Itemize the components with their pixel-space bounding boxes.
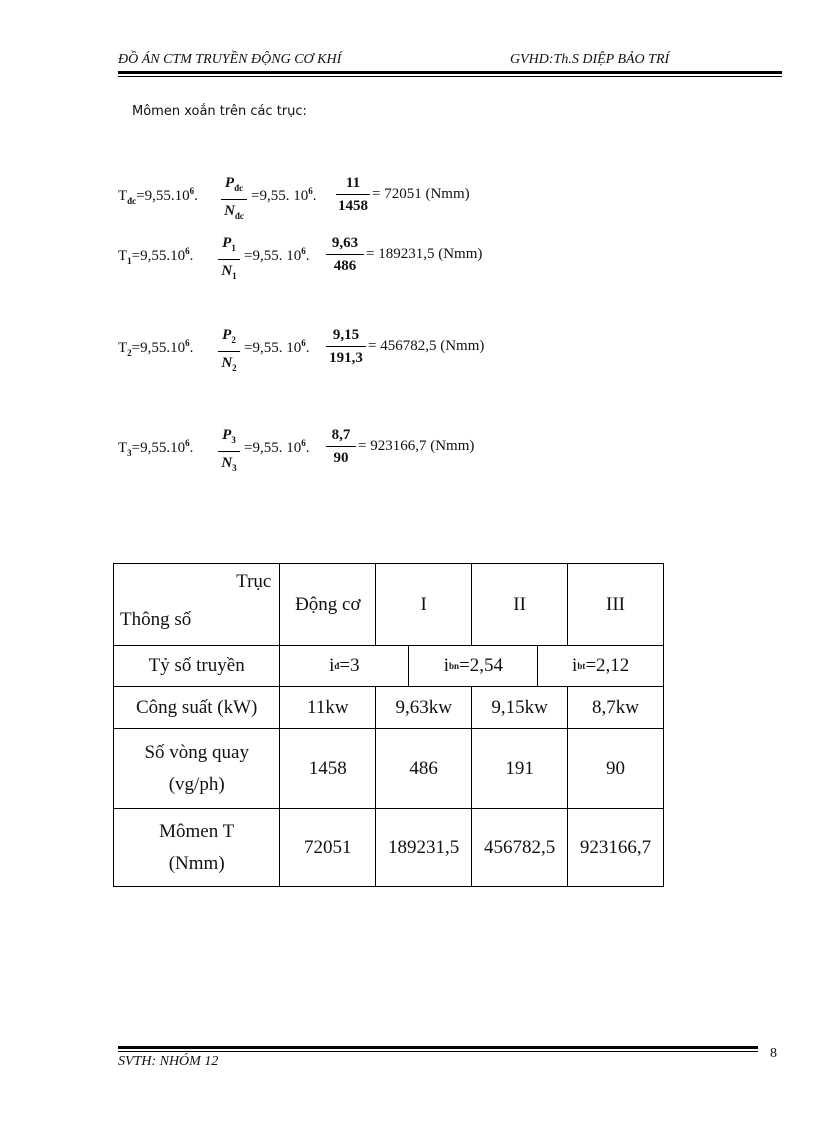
row-label: Công suất (kW) bbox=[114, 687, 280, 729]
corner-label-params: Thông số bbox=[120, 608, 192, 630]
table-cell: 90 bbox=[568, 729, 664, 809]
shaft-parameters-table bbox=[113, 563, 664, 887]
equation-result: = 72051 (Nmm) bbox=[372, 186, 470, 202]
equation-result: = 456782,5 (Nmm) bbox=[368, 338, 485, 354]
table-cell: 8,7kw bbox=[568, 687, 664, 729]
table-cell: 456782,5 bbox=[472, 809, 568, 887]
fraction-values: 9,63 486 bbox=[326, 234, 364, 275]
equation-result: = 189231,5 (Nmm) bbox=[366, 246, 483, 262]
row-label: Số vòng quay (vg/ph) bbox=[114, 729, 280, 809]
fraction-power-speed: $P_1$ $N_1$ bbox=[218, 234, 240, 285]
col-header: III bbox=[568, 564, 664, 646]
table-cell: 189231,5 bbox=[376, 809, 472, 887]
ratio-cell: i bn =2,54 bbox=[409, 646, 538, 686]
table-row-ratio bbox=[114, 646, 664, 687]
table-cell: 1458 bbox=[280, 729, 376, 809]
table-row-power bbox=[114, 687, 664, 729]
row-label: Tỷ số truyền bbox=[114, 646, 280, 687]
page-number: 8 bbox=[770, 1046, 777, 1061]
table-cell: 72051 bbox=[280, 809, 376, 887]
footer-author: SVTH: NHÓM 12 bbox=[118, 1054, 219, 1069]
table-cell: 191 bbox=[472, 729, 568, 809]
table-row-speed bbox=[114, 729, 664, 809]
equation-result: = 923166,7 (Nmm) bbox=[358, 438, 475, 454]
header-title: ĐỒ ÁN CTM TRUYỀN ĐỘNG CƠ KHÍ bbox=[118, 52, 342, 67]
corner-label-shaft: Trục bbox=[236, 570, 272, 592]
ratio-group bbox=[280, 646, 664, 687]
header-rule-thick bbox=[118, 71, 782, 74]
fraction-values: 9,15 191,3 bbox=[326, 326, 366, 367]
table-header-row bbox=[114, 564, 664, 646]
table-cell: 9,15kw bbox=[472, 687, 568, 729]
header-rule-thin bbox=[118, 76, 782, 77]
header-instructor: GVHD:Th.S DIỆP BẢO TRÍ bbox=[510, 52, 670, 67]
table-row-torque bbox=[114, 809, 664, 887]
col-header: II bbox=[472, 564, 568, 646]
footer-rule-thick bbox=[118, 1046, 758, 1049]
table-cell: 486 bbox=[376, 729, 472, 809]
fraction-values: 8,7 90 bbox=[326, 426, 356, 467]
fraction-power-speed: $P_3$ $N_3$ bbox=[218, 426, 240, 477]
ratio-cell: i đ =3 bbox=[280, 646, 409, 686]
fraction-values: 11 1458 bbox=[338, 175, 368, 214]
table-cell: 11kw bbox=[280, 687, 376, 729]
table-cell: 9,63kw bbox=[376, 687, 472, 729]
corner-cell bbox=[114, 564, 280, 646]
fraction-power-speed: $P_{đc}$ $N_{đc}$ bbox=[221, 174, 247, 225]
fraction-power-speed: $P_2$ $N_2$ bbox=[218, 326, 240, 377]
footer-rule-thin bbox=[118, 1051, 758, 1052]
page-header bbox=[118, 52, 782, 70]
ratio-cell: i bt =2,12 bbox=[572, 655, 630, 676]
col-header: I bbox=[376, 564, 472, 646]
intro-text: Mômen xoắn trên các trục: bbox=[132, 104, 307, 119]
col-header: Động cơ bbox=[280, 564, 376, 646]
table-cell: 923166,7 bbox=[568, 809, 664, 887]
row-label: Mômen T (Nmm) bbox=[114, 809, 280, 887]
